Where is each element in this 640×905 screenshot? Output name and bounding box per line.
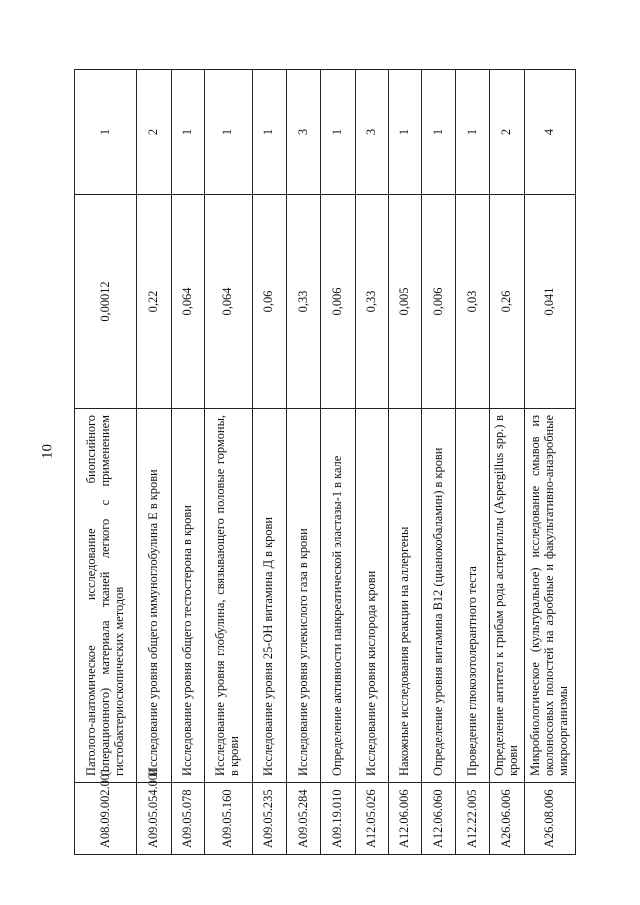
table-row (388, 70, 421, 855)
service-name-cell: Исследование уровня глобулина, связывающего половые гормоны, в крови (204, 409, 252, 783)
table-row (524, 70, 575, 855)
frequency-cell: 0,006 (321, 195, 355, 409)
table-row (489, 70, 524, 855)
service-code-cell: A09.05.078 (171, 783, 204, 855)
frequency-cell: 0,00012 (75, 195, 137, 409)
frequency-cell: 0,26 (489, 195, 524, 409)
table-row (252, 70, 286, 855)
service-name-cell: Определение активности панкреатической эластазы-1 в кале (321, 409, 355, 783)
service-code-cell: A12.22.005 (456, 783, 489, 855)
table-row (287, 70, 321, 855)
table-row (137, 70, 171, 855)
table-row (456, 70, 489, 855)
service-name-cell: Проведение глюкозотолерантного теста (456, 409, 489, 783)
service-code-cell: A09.05.160 (204, 783, 252, 855)
service-code-cell: A09.19.010 (321, 783, 355, 855)
multiplicity-cell: 4 (524, 70, 575, 195)
multiplicity-cell: 3 (355, 70, 388, 195)
service-code-cell: A26.08.006 (524, 783, 575, 855)
frequency-cell: 0,22 (137, 195, 171, 409)
multiplicity-cell: 1 (456, 70, 489, 195)
service-name-cell: Определение антител к грибам рода аспергиллы (Aspergillus spp.) в крови (489, 409, 524, 783)
service-name-cell: Исследование уровня общего тестостерона в крови (171, 409, 204, 783)
service-name-cell: Определение уровня витамина В12 (цианокобаламин) в крови (422, 409, 456, 783)
service-name-cell: Исследование уровня 25-ОН витамина Д в крови (252, 409, 286, 783)
service-code-cell: A26.06.006 (489, 783, 524, 855)
table-body (75, 70, 576, 855)
frequency-cell: 0,064 (171, 195, 204, 409)
frequency-cell: 0,006 (422, 195, 456, 409)
service-code-cell: A09.05.284 (287, 783, 321, 855)
page-number: 10 (39, 444, 56, 459)
service-name-cell: Накожные исследования реакции на аллергены (388, 409, 421, 783)
multiplicity-cell: 2 (489, 70, 524, 195)
multiplicity-cell: 2 (137, 70, 171, 195)
table-row (204, 70, 252, 855)
frequency-cell: 0,06 (252, 195, 286, 409)
multiplicity-cell: 1 (204, 70, 252, 195)
service-name-cell: Исследование уровня углекислого газа в крови (287, 409, 321, 783)
table-row (75, 70, 137, 855)
service-code-cell: A12.05.026 (355, 783, 388, 855)
multiplicity-cell: 1 (75, 70, 137, 195)
multiplicity-cell: 1 (171, 70, 204, 195)
table-row (321, 70, 355, 855)
service-code-cell: A12.06.006 (388, 783, 421, 855)
service-code-cell: A09.05.235 (252, 783, 286, 855)
service-name-cell: Исследование уровня кислорода крови (355, 409, 388, 783)
frequency-cell: 0,33 (287, 195, 321, 409)
rotated-table-container (74, 70, 576, 855)
multiplicity-cell: 1 (422, 70, 456, 195)
rotated-page-content (74, 70, 576, 855)
service-code-cell: A12.06.060 (422, 783, 456, 855)
medical-services-table (74, 69, 576, 855)
frequency-cell: 0,33 (355, 195, 388, 409)
service-name-cell: Микробиологическое (культуральное) исследование смывов из околоносовых полостей на аэробные и факультативно-анаэробные микроорганизмы (524, 409, 575, 783)
frequency-cell: 0,03 (456, 195, 489, 409)
table-row (355, 70, 388, 855)
service-name-cell: Исследование уровня общего иммуноглобулина Е в крови (137, 409, 171, 783)
table-row (171, 70, 204, 855)
frequency-cell: 0,005 (388, 195, 421, 409)
service-code-cell: A09.05.054.001 (137, 783, 171, 855)
service-name-cell: Патолого-анатомическое исследование биопсийного (операционного) материала тканей легкого с применением гистобактериоскопических методов (75, 409, 137, 783)
frequency-cell: 0,041 (524, 195, 575, 409)
multiplicity-cell: 1 (252, 70, 286, 195)
multiplicity-cell: 1 (388, 70, 421, 195)
frequency-cell: 0,064 (204, 195, 252, 409)
multiplicity-cell: 3 (287, 70, 321, 195)
multiplicity-cell: 1 (321, 70, 355, 195)
table-row (422, 70, 456, 855)
service-code-cell: A08.09.002.001 (75, 783, 137, 855)
